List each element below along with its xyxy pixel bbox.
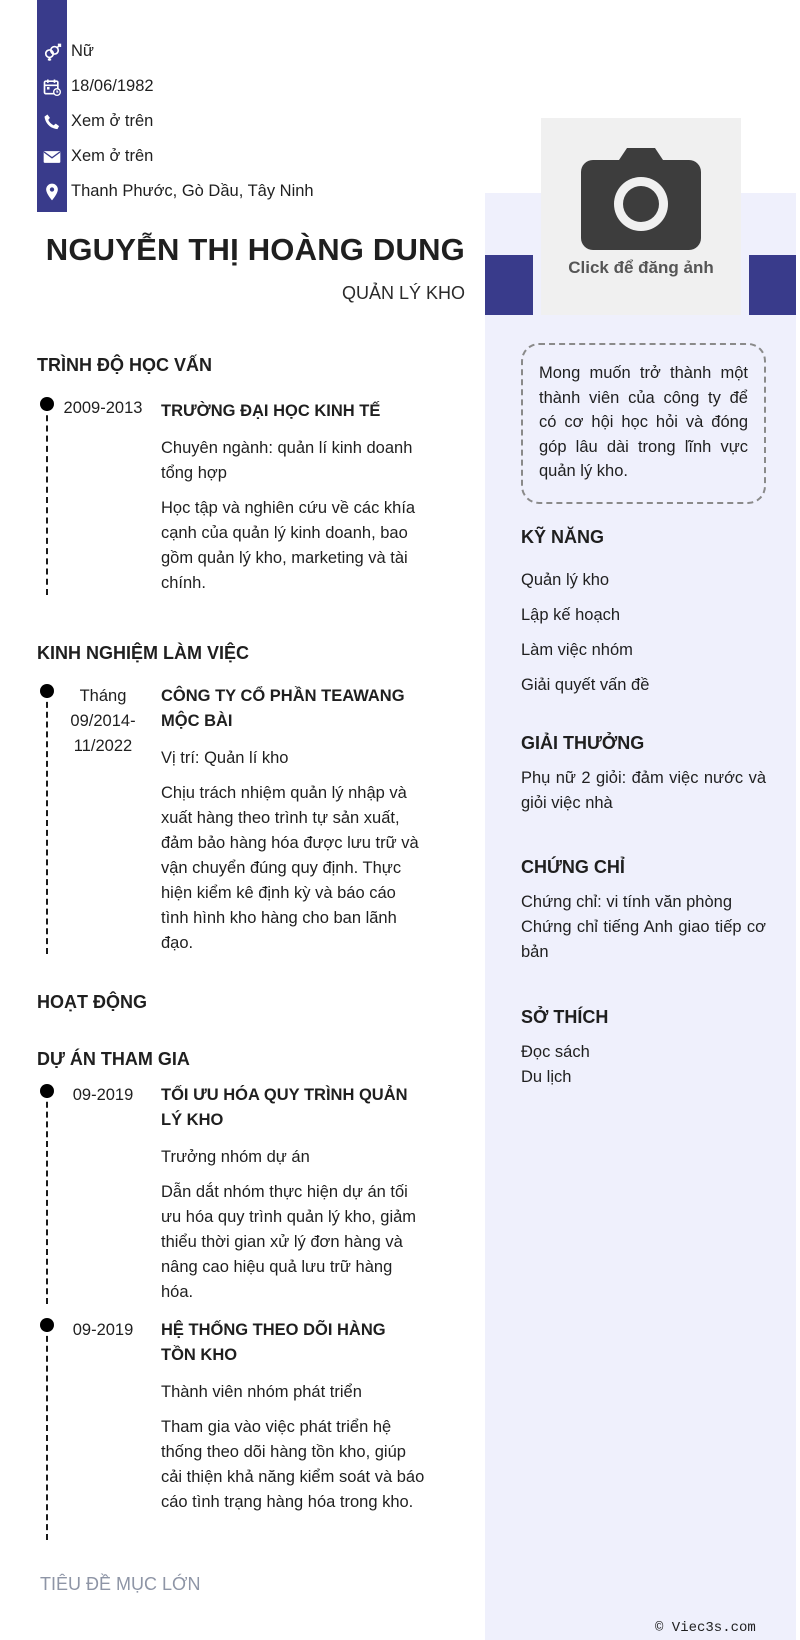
add-section-placeholder[interactable]: TIÊU ĐỀ MỤC LỚN	[40, 1574, 201, 1594]
skill-item[interactable]: Lập kế hoạch	[521, 606, 621, 624]
location-pin-icon	[37, 174, 67, 209]
awards-title[interactable]: GIẢI THƯỞNG	[521, 733, 645, 753]
accent-block-right	[749, 255, 796, 315]
hobbies-list	[521, 1040, 766, 1090]
candidate-name[interactable]: NGUYỄN THỊ HOÀNG DUNG	[45, 232, 465, 267]
timeline-dot	[40, 1318, 54, 1332]
contact-phone	[37, 104, 314, 139]
timeline-dot	[40, 397, 54, 411]
birthdate-value[interactable]: 18/06/1982	[71, 77, 154, 95]
hobby-item[interactable]: Du lịch	[521, 1068, 572, 1086]
certificates-list	[521, 890, 766, 965]
email-icon	[37, 139, 67, 174]
job-title[interactable]: QUẢN LÝ KHO	[341, 283, 465, 303]
address-value[interactable]: Thanh Phước, Gò Dầu, Tây Ninh	[71, 182, 314, 200]
project-name[interactable]: TỐI ƯU HÓA QUY TRÌNH QUẢN LÝ KHO	[161, 1086, 408, 1129]
project-entry	[161, 1083, 421, 1305]
hobby-item[interactable]: Đọc sách	[521, 1043, 590, 1061]
calendar-icon	[37, 69, 67, 104]
copyright-text: © Viec3s.com	[655, 1620, 756, 1636]
project-description[interactable]: Tham gia vào việc phát triển hệ thống theo dõi hàng tồn kho, giúp cải thiện khả năng kiểm soát và báo cáo tình trạng hàng hóa trong kho.	[161, 1418, 425, 1511]
project-entry	[161, 1318, 425, 1515]
experience-timeline-line	[46, 692, 48, 954]
timeline-dot	[40, 684, 54, 698]
timeline-dot	[40, 1084, 54, 1098]
phone-value[interactable]: Xem ở trên	[71, 112, 154, 130]
school-major[interactable]: Chuyên ngành: quản lí kinh doanh tổng hợp	[161, 439, 413, 482]
education-timeline-line	[46, 405, 48, 595]
project-timeline-line	[46, 1092, 48, 1304]
project-timeline-line	[46, 1326, 48, 1540]
certificate-item[interactable]: Chứng chỉ tiếng Anh giao tiếp cơ bản	[521, 918, 766, 961]
contact-gender	[37, 34, 314, 69]
certificates-title[interactable]: CHỨNG CHỈ	[521, 857, 625, 877]
hobbies-title[interactable]: SỞ THÍCH	[521, 1007, 609, 1027]
skill-item[interactable]: Quản lý kho	[521, 571, 610, 589]
education-date[interactable]: 2009-2013	[63, 399, 143, 417]
project-date[interactable]: 09-2019	[72, 1321, 134, 1339]
project-role[interactable]: Thành viên nhóm phát triển	[161, 1383, 362, 1401]
school-name[interactable]: TRƯỜNG ĐẠI HỌC KINH TẾ	[161, 402, 381, 420]
experience-date[interactable]: Tháng 09/2014- 11/2022	[70, 687, 136, 755]
photo-upload-area[interactable]	[541, 118, 741, 315]
experience-position[interactable]: Vị trí: Quản lí kho	[161, 749, 289, 767]
skills-list	[521, 568, 766, 708]
gender-icon	[37, 34, 67, 69]
photo-upload-label[interactable]: Click để đăng ảnh	[568, 258, 714, 277]
skill-item[interactable]: Làm việc nhóm	[521, 641, 633, 659]
contact-birthdate	[37, 69, 314, 104]
school-description[interactable]: Học tập và nghiên cứu về các khía cạnh của quản lý kinh doanh, bao gồm quản lý kho, marketing và tài chính.	[161, 499, 416, 592]
certificate-item[interactable]: Chứng chỉ: vi tính văn phòng	[521, 893, 733, 911]
contact-email	[37, 139, 314, 174]
skills-title[interactable]: KỸ NĂNG	[521, 527, 605, 547]
award-item[interactable]: Phụ nữ 2 giỏi: đảm việc nước và giỏi việc nhà	[521, 769, 766, 812]
experience-title[interactable]: KINH NGHIỆM LÀM VIỆC	[37, 643, 250, 663]
project-description[interactable]: Dẫn dắt nhóm thực hiện dự án tối ưu hóa quy trình quản lý kho, giảm thiểu thời gian xử lý đơn hàng và nâng cao hiệu quả lưu trữ hàng hóa.	[161, 1183, 417, 1301]
awards-list	[521, 766, 766, 816]
education-title[interactable]: TRÌNH ĐỘ HỌC VẤN	[37, 355, 212, 375]
activities-title[interactable]: HOẠT ĐỘNG	[37, 992, 147, 1012]
career-objective[interactable]: Mong muốn trở thành một thành viên của công ty để có cơ hội học hỏi và đóng góp lâu dài trong lĩnh vực quản lý kho.	[521, 343, 766, 504]
phone-icon	[37, 104, 67, 139]
project-date[interactable]: 09-2019	[72, 1086, 134, 1104]
contact-list	[37, 34, 314, 209]
contact-address	[37, 174, 314, 209]
experience-description[interactable]: Chịu trách nhiệm quản lý nhập và xuất hàng theo trình tự sản xuất, đảm bảo hàng hóa được lưu trữ và vận chuyển đúng quy định. Thực hiện kiểm kê định kỳ và báo cáo tình hình kho hàng cho ban lãnh đạo.	[161, 784, 419, 952]
experience-entry	[161, 684, 421, 956]
skill-item[interactable]: Giải quyết vấn đề	[521, 676, 650, 694]
education-entry	[161, 399, 421, 596]
gender-value[interactable]: Nữ	[71, 42, 94, 60]
camera-icon	[581, 146, 701, 250]
project-name[interactable]: HỆ THỐNG THEO DÕI HÀNG TỒN KHO	[161, 1321, 386, 1364]
email-value[interactable]: Xem ở trên	[71, 147, 154, 165]
projects-title[interactable]: DỰ ÁN THAM GIA	[37, 1049, 190, 1069]
company-name[interactable]: CÔNG TY CỔ PHẦN TEAWANG MỘC BÀI	[161, 687, 405, 730]
project-role[interactable]: Trưởng nhóm dự án	[161, 1148, 310, 1166]
accent-block-left	[485, 255, 533, 315]
